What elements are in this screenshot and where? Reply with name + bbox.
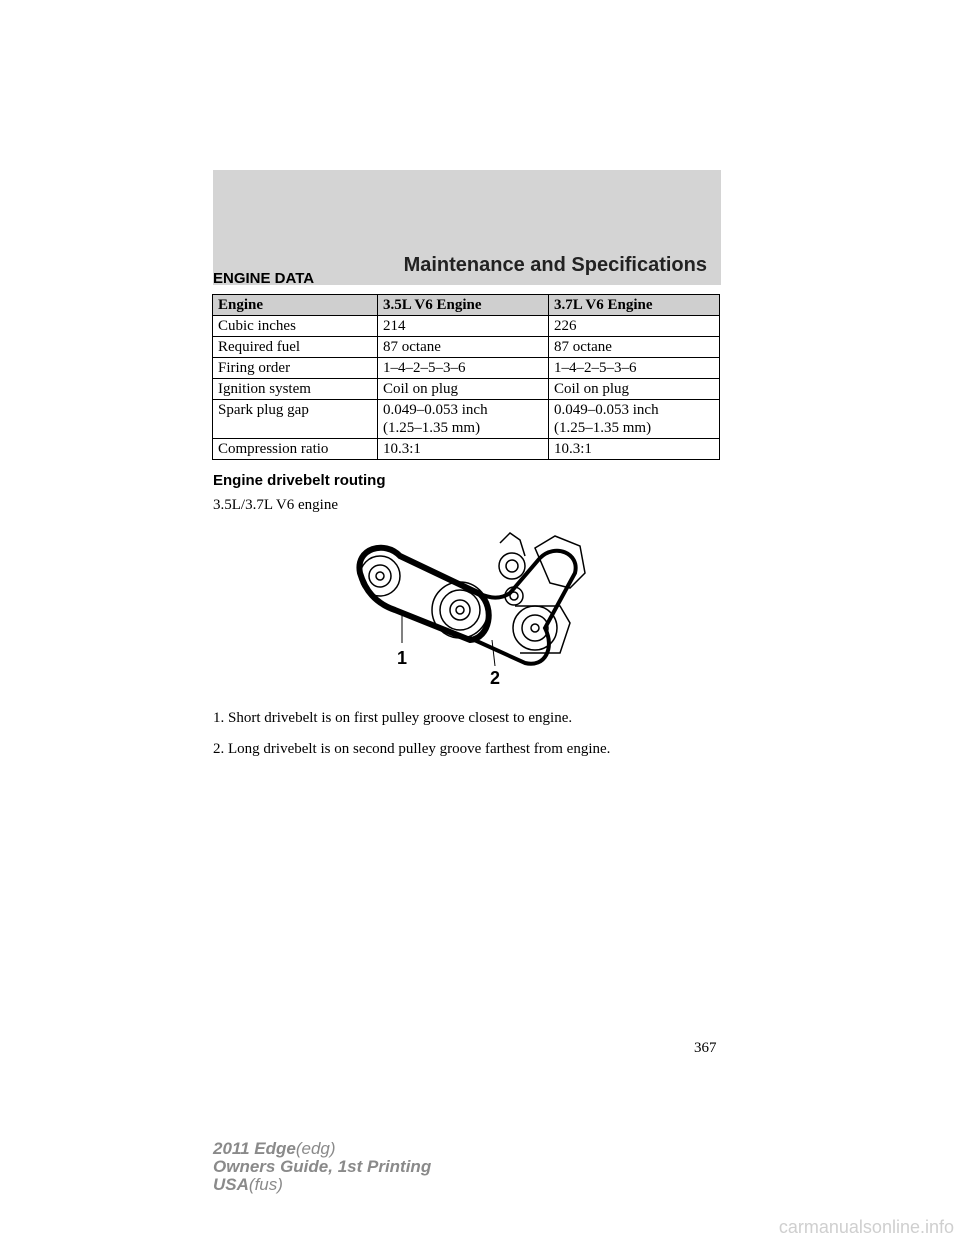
table-cell: Ignition system [213,379,378,400]
footer-model-code: (edg) [295,1139,336,1158]
table-header-cell: Engine [213,295,378,316]
page-header-title: Maintenance and Specifications [403,254,707,276]
table-row [213,316,720,337]
table-cell: Coil on plug [378,379,549,400]
drivebelt-note: 1. Short drivebelt is on first pulley groove closest to engine. [213,710,573,726]
drivebelt-routing-diagram [340,528,600,693]
table-row [213,379,720,400]
table-row [213,337,720,358]
table-cell: 87 octane [549,337,720,358]
table-cell: 87 octane [378,337,549,358]
footer-market: USA [213,1175,249,1194]
engine-label: 3.5L/3.7L V6 engine [213,497,338,513]
table-header-row [213,295,720,316]
table-cell: 10.3:1 [378,439,549,460]
table-row [213,358,720,379]
table-cell: 1–4–2–5–3–6 [549,358,720,379]
table-cell: Required fuel [213,337,378,358]
table-cell: 0.049–0.053 inch (1.25–1.35 mm) [549,400,720,439]
table-row [213,439,720,460]
table-cell: Cubic inches [213,316,378,337]
table-cell: Coil on plug [549,379,720,400]
callout-1: 1 [397,648,408,668]
table-cell: 226 [549,316,720,337]
table-cell: 0.049–0.053 inch (1.25–1.35 mm) [378,400,549,439]
footer-print-info [213,1140,431,1194]
table-cell: 214 [378,316,549,337]
table-cell: 1–4–2–5–3–6 [378,358,549,379]
table-header-cell: 3.5L V6 Engine [378,295,549,316]
page-number: 367 [694,1040,717,1056]
table-header-cell: 3.7L V6 Engine [549,295,720,316]
engine-data-table [212,294,720,460]
table-cell: Compression ratio [213,439,378,460]
footer-edition: Owners Guide, 1st Printing [213,1157,432,1176]
footer-market-code: (fus) [248,1175,283,1194]
section-title: ENGINE DATA [213,270,315,287]
drivebelt-title: Engine drivebelt routing [213,472,386,489]
table-cell: Spark plug gap [213,400,378,439]
footer-model: 2011 Edge [213,1139,296,1158]
drivebelt-note: 2. Long drivebelt is on second pulley groove farthest from engine. [213,741,611,757]
header-band [213,170,721,285]
table-cell: 10.3:1 [549,439,720,460]
table-cell: Firing order [213,358,378,379]
table-row [213,400,720,439]
watermark: carmanualsonline.info [778,1217,954,1237]
callout-2: 2 [490,668,501,688]
